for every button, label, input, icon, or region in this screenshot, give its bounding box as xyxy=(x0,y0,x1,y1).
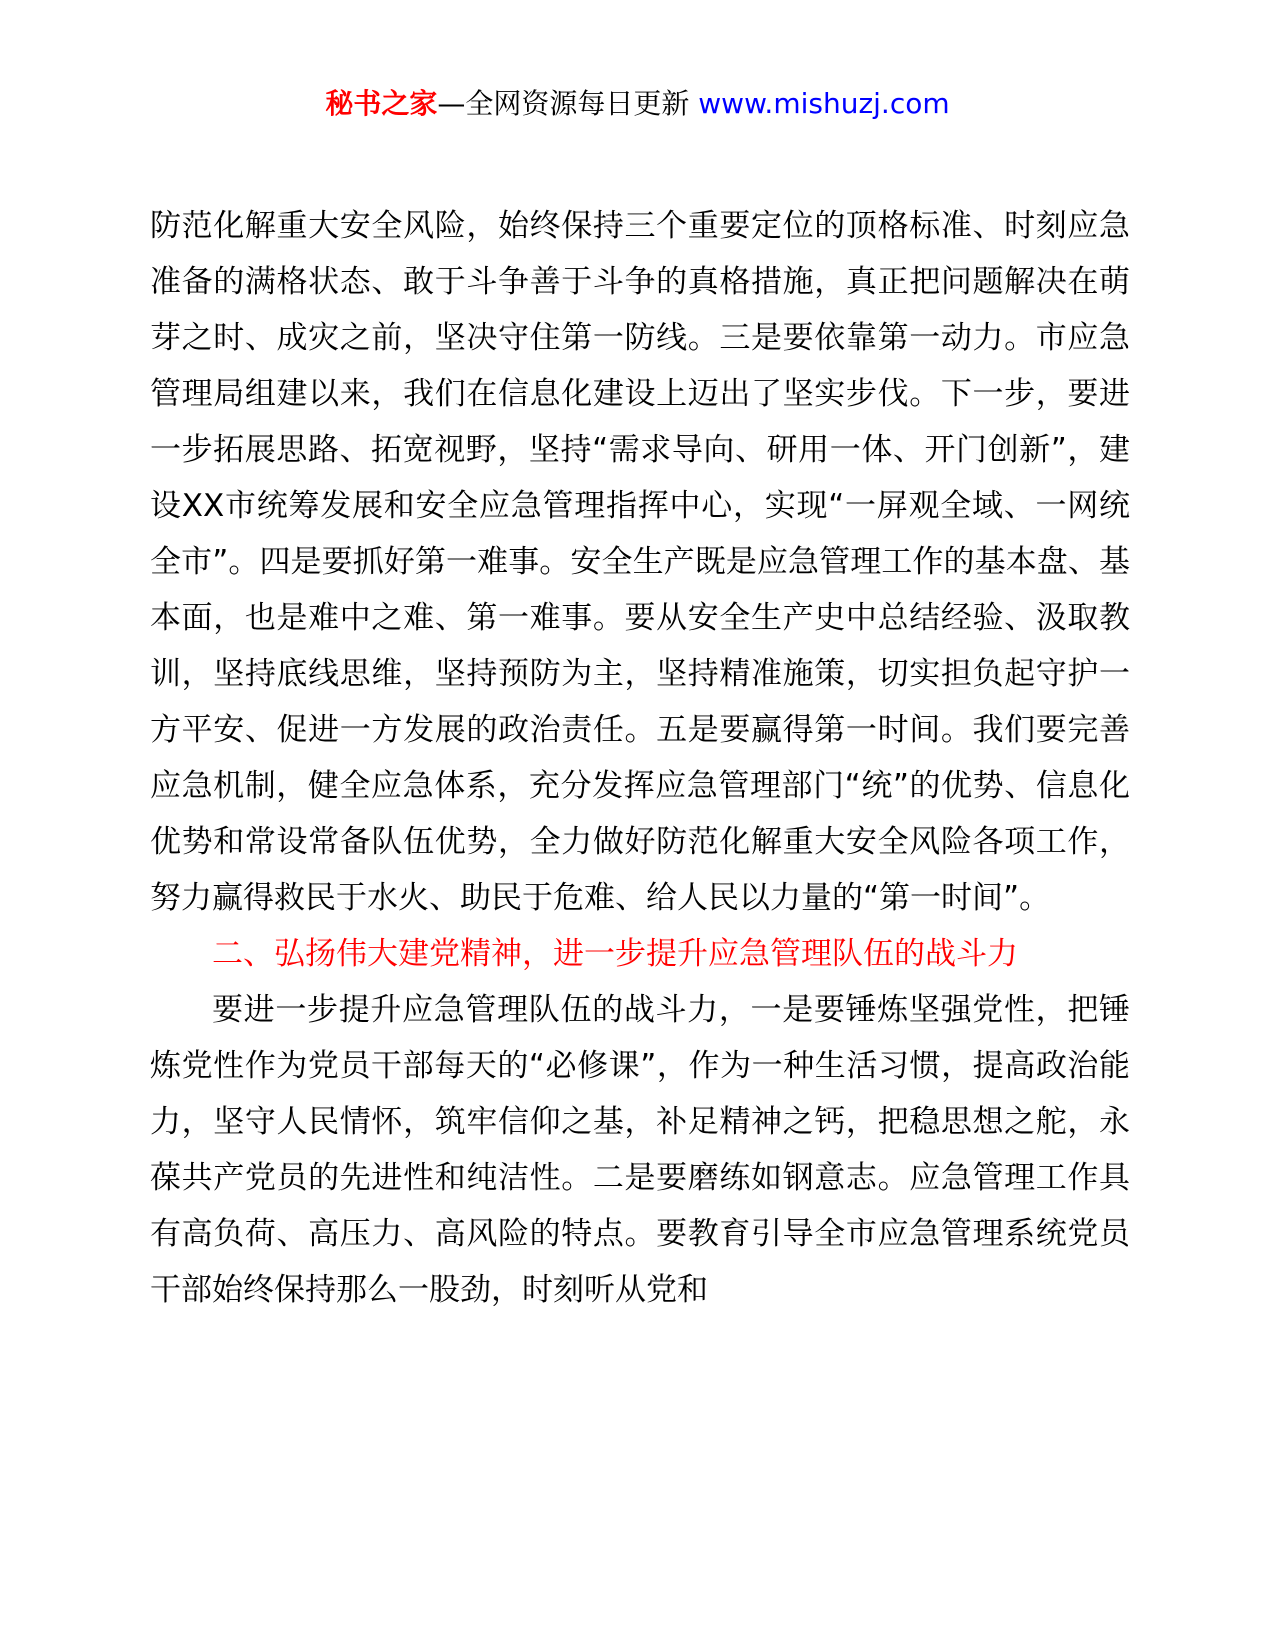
document-header xyxy=(0,84,1275,124)
header-site-url[interactable]: www.mishuzj.com xyxy=(698,87,950,120)
document-body xyxy=(150,198,1130,1318)
body-paragraph-1: 防范化解重大安全风险，始终保持三个重要定位的顶格标准、时刻应急准备的满格状态、敢于斗争善于斗争的真格措施，真正把问题解决在萌芽之时、成灾之前，坚决守住第一防线。三是要依靠第一动力。市应急管理局组建以来，我们在信息化建设上迈出了坚实步伐。下一步，要进一步拓展思路、拓宽视野，坚持“需求导向、研用一体、开门创新”，建设XX市统筹发展和安全应急管理指挥中心，实现“一屏观全域、一网统全市”。四是要抓好第一难事。安全生产既是应急管理工作的基本盘、基本面，也是难中之难、第一难事。要从安全生产史中总结经验、汲取教训，坚持底线思维，坚持预防为主，坚持精准施策，切实担负起守护一方平安、促进一方发展的政治责任。五是要赢得第一时间。我们要完善应急机制，健全应急体系，充分发挥应急管理部门“统”的优势、信息化优势和常设常备队伍优势，全力做好防范化解重大安全风险各项工作，努力赢得救民于水火、助民于危难、给人民以力量的“第一时间”。 xyxy=(150,208,1130,916)
header-brand: 秘书之家 xyxy=(325,87,438,120)
header-slogan: —全网资源每日更新 xyxy=(437,87,699,120)
section-heading: 二、弘扬伟大建党精神，进一步提升应急管理队伍的战斗力 xyxy=(212,936,1018,972)
body-paragraph-2: 要进一步提升应急管理队伍的战斗力，一是要锤炼坚强党性，把锤炼党性作为党员干部每天的“必修课”，作为一种生活习惯，提高政治能力，坚守人民情怀，筑牢信仰之基，补足精神之钙，把稳思想之舵，永葆共产党员的先进性和纯洁性。二是要磨练如钢意志。应急管理工作具有高负荷、高压力、高风险的特点。要教育引导全市应急管理系统党员干部始终保持那么一股劲，时刻听从党和 xyxy=(150,992,1130,1308)
